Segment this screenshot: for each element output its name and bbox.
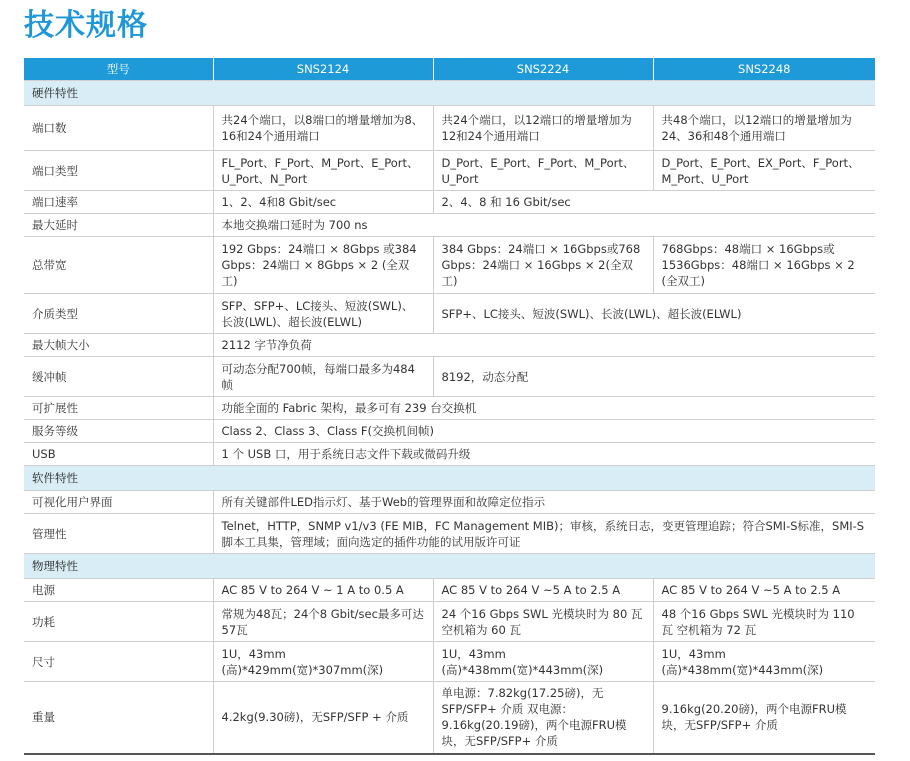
header-sns2224: SNS2224	[433, 58, 653, 81]
table-row	[24, 106, 875, 151]
table-row	[24, 420, 875, 443]
table-cell: 24 个16 Gbps SWL 光模块时为 80 瓦 空机箱为 60 瓦	[433, 602, 653, 642]
table-cell: AC 85 V to 264 V ~5 A to 2.5 A	[653, 579, 875, 602]
table-cell: 2112 字节净负荷	[213, 334, 875, 357]
row-label: 最大帧大小	[24, 334, 213, 357]
table-cell: 8192，动态分配	[433, 357, 875, 397]
row-label: 功耗	[24, 602, 213, 642]
header-sns2124: SNS2124	[213, 58, 433, 81]
table-cell: 可动态分配700帧，每端口最多为484帧	[213, 357, 433, 397]
table-cell: AC 85 V to 264 V ~5 A to 2.5 A	[433, 579, 653, 602]
section-title: 物理特性	[24, 554, 875, 579]
table-cell: 本地交换端口延时为 700 ns	[213, 214, 875, 237]
table-row	[24, 602, 875, 642]
table-cell: 常规为48瓦；24个8 Gbit/sec最多可达57瓦	[213, 602, 433, 642]
section-title: 软件特性	[24, 466, 875, 491]
table-row	[24, 357, 875, 397]
row-label: 管理性	[24, 514, 213, 554]
table-cell: 1U，43mm (高)*438mm(宽)*443mm(深)	[653, 642, 875, 682]
table-cell: 1、2、4和8 Gbit/sec	[213, 191, 433, 214]
table-cell: 所有关键部件LED指示灯、基于Web的管理界面和故障定位指示	[213, 491, 875, 514]
section-title: 硬件特性	[24, 81, 875, 106]
row-label: 缓冲帧	[24, 357, 213, 397]
table-header-row	[24, 58, 875, 81]
table-row	[24, 334, 875, 357]
table-cell: 192 Gbps：24端口 × 8Gbps 或384 Gbps：24端口 × 8Gbps × 2 (全双工)	[213, 237, 433, 294]
row-label: USB	[24, 443, 213, 466]
table-cell: 2、4、8 和 16 Gbit/sec	[433, 191, 875, 214]
table-row	[24, 579, 875, 602]
table-row	[24, 191, 875, 214]
header-model: 型号	[24, 58, 213, 81]
row-label: 服务等级	[24, 420, 213, 443]
table-row	[24, 294, 875, 334]
table-cell: 384 Gbps：24端口 × 16Gbps或768 Gbps：24端口 × 16Gbps × 2(全双工)	[433, 237, 653, 294]
table-cell: 4.2kg(9.30磅)，无SFP/SFP + 介质	[213, 682, 433, 754]
table-row	[24, 682, 875, 754]
section-software	[24, 466, 875, 491]
table-cell: AC 85 V to 264 V ~ 1 A to 0.5 A	[213, 579, 433, 602]
row-label: 端口数	[24, 106, 213, 151]
table-cell: 功能全面的 Fabric 架构，最多可有 239 台交换机	[213, 397, 875, 420]
table-row	[24, 443, 875, 466]
section-hardware	[24, 81, 875, 106]
row-label: 总带宽	[24, 237, 213, 294]
row-label: 端口类型	[24, 151, 213, 191]
table-row	[24, 642, 875, 682]
table-cell: 768Gbps：48端口 × 16Gbps或 1536Gbps：48端口 × 16Gbps × 2 (全双工)	[653, 237, 875, 294]
table-cell: 1U，43mm (高)*438mm(宽)*443mm(深)	[433, 642, 653, 682]
table-row	[24, 514, 875, 554]
table-cell: D_Port、E_Port、F_Port、M_Port、U_Port	[433, 151, 653, 191]
table-cell: 9.16kg(20.20磅)，两个电源FRU模块，无SFP/SFP+ 介质	[653, 682, 875, 754]
row-label: 可扩展性	[24, 397, 213, 420]
table-cell: Class 2、Class 3、Class F(交换机间帧)	[213, 420, 875, 443]
row-label: 电源	[24, 579, 213, 602]
table-cell: SFP+、LC接头、短波(SWL)、长波(LWL)、超长波(ELWL)	[433, 294, 875, 334]
table-row	[24, 397, 875, 420]
row-label: 端口速率	[24, 191, 213, 214]
table-cell: Telnet，HTTP，SNMP v1/v3 (FE MIB，FC Management MIB)；审核，系统日志，变更管理追踪；符合SMI-S标准，SMI-S脚本工具集，管理域；面向选定的插件功能的试用版许可证	[213, 514, 875, 554]
row-label: 可视化用户界面	[24, 491, 213, 514]
table-cell: 1U，43mm (高)*429mm(宽)*307mm(深)	[213, 642, 433, 682]
table-cell: SFP、SFP+、LC接头、短波(SWL)、长波(LWL)、超长波(ELWL)	[213, 294, 433, 334]
row-label: 尺寸	[24, 642, 213, 682]
table-row	[24, 151, 875, 191]
row-label: 介质类型	[24, 294, 213, 334]
table-cell: 共48个端口，以12端口的增量增加为24、36和48个通用端口	[653, 106, 875, 151]
table-cell: 单电源：7.82kg(17.25磅)，无SFP/SFP+ 介质 双电源：9.16kg(20.19磅)，两个电源FRU模块，无SFP/SFP+ 介质	[433, 682, 653, 754]
table-row	[24, 214, 875, 237]
table-cell: 1 个 USB 口，用于系统日志文件下载或微码升级	[213, 443, 875, 466]
table-cell: 共24个端口，以12端口的增量增加为12和24个通用端口	[433, 106, 653, 151]
spec-table	[24, 58, 875, 755]
table-cell: FL_Port、F_Port、M_Port、E_Port、U_Port、N_Port	[213, 151, 433, 191]
table-cell: D_Port、E_Port、EX_Port、F_Port、M_Port、U_Port	[653, 151, 875, 191]
table-row	[24, 491, 875, 514]
page-title: 技术规格	[24, 8, 148, 43]
table-row	[24, 237, 875, 294]
table-cell: 共24个端口，以8端口的增量增加为8、16和24个通用端口	[213, 106, 433, 151]
header-sns2248: SNS2248	[653, 58, 875, 81]
row-label: 最大延时	[24, 214, 213, 237]
section-physical	[24, 554, 875, 579]
row-label: 重量	[24, 682, 213, 754]
table-cell: 48 个16 Gbps SWL 光模块时为 110 瓦 空机箱为 72 瓦	[653, 602, 875, 642]
